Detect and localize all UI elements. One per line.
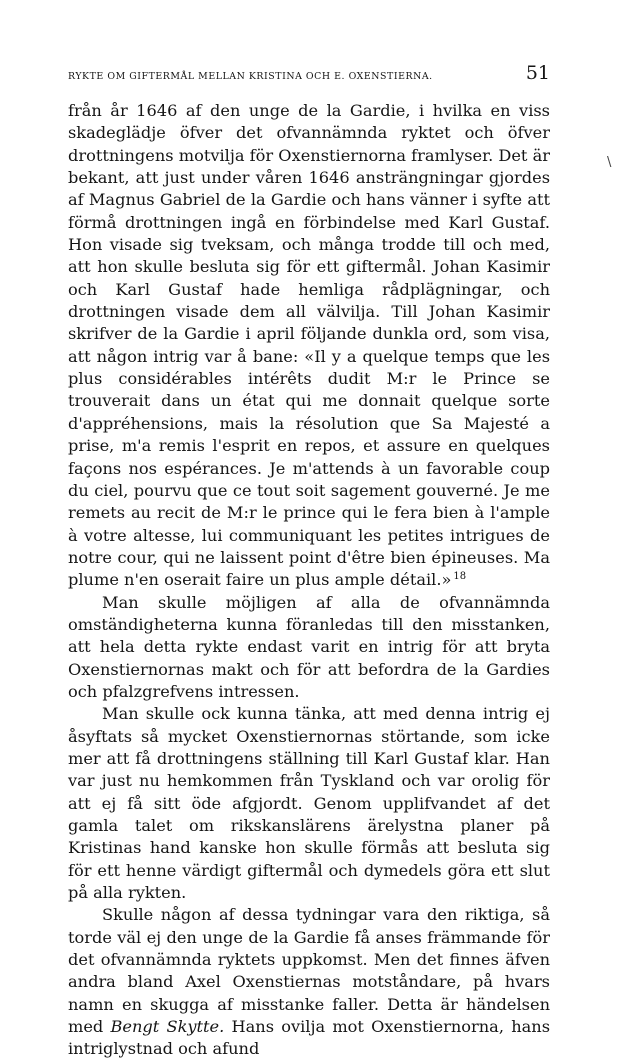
page-number: 51 [525, 62, 550, 84]
running-title: RYKTE OM GIFTERMÅL MELLAN KRISTINA OCH E. OXENSTIERNA. [68, 71, 433, 82]
paragraph-1 [68, 100, 550, 592]
emphasized-name: Bengt Skytte. [110, 1017, 225, 1037]
running-head [68, 62, 550, 96]
paragraph-1-text: från år 1646 af den unge de la Gardie, i hvilka en viss skadeglädje öfver det ofvannämnda ryktet och öfver drottningens motvilja för Oxenstiernorna framlyser. Det är bekant, att just under våren 1646 ansträngningar gjordes af Magnus Gabriel de la Gardie och hans vänner i syfte att förmå drottningen ingå en förbindelse med Karl Gustaf. Hon visade sig tveksam, och många trodde till och med, att hon skulle besluta sig för ett giftermål. Johan Kasimir och Karl Gustaf hade hemliga rådplägningar, och drottningen visade dem all välvilja. Till Johan Kasimir skrifver de la Gardie i april följande dunkla ord, som visa, att någon intrig var å bane: «Il y a quelque temps que les plus considérables intérêts dudit M:r le Prince se trouverait dans un état qui me donnait quelque sorte d'appréhensions, mais la résolution que Sa Majesté a prise, m'a remis l'esprit en repos, et assure en quelques façons nos espérances. Je m'attends à un favorable coup du ciel, pourvu que ce tout soit sagement gouverné. Je me remets au recit de M:r le prince qui le fera bien à l'ample à votre altesse, lui communiquant les petites intrigues de notre cour, qui ne laissent point d'être bien épineuses. Ma plume n'en oserait faire un plus ample détail.» [68, 101, 550, 590]
paragraph-4-continuation: Hans ovilja mot Oxenstiernorna, hans intriglystnad och afund [68, 1017, 550, 1059]
paragraph-3 [68, 703, 550, 904]
paragraph-2 [68, 592, 550, 704]
stray-mark: \ [607, 155, 612, 170]
footnote-reference: 18 [453, 570, 467, 582]
body-text [68, 100, 550, 1061]
book-page [68, 62, 550, 1061]
paragraph-4 [68, 904, 550, 1060]
paragraph-3-text: Man skulle ock kunna tänka, att med denna intrig ej åsyftats så mycket Oxenstiernornas störtande, som icke mer att få drottningens ställning till Karl Gustaf klar. Han var just nu hemkommen från Tyskland och var orolig för att ej få sitt öde afgjordt. Genom upplifvandet af det gamla talet om rikskanslärens ärelystna planer på Kristinas hand kanske hon skulle förmås att besluta sig för ett henne värdigt giftermål och dymedels göra ett slut på alla rykten. [68, 704, 550, 903]
paragraph-2-text: Man skulle möjligen af alla de ofvannämnda omständigheterna kunna föranledas till den misstanken, att hela detta rykte endast varit en intrig för att bryta Oxenstiernornas makt och för att befordra de la Gardies och pfalzgrefvens intressen. [68, 592, 550, 701]
paragraph-4-text: Skulle någon af dessa tydningar vara den riktiga, så torde väl ej den unge de la Gardie få anses främmande för det ofvannämnda ryktets uppkomst. Men det finnes äfven andra bland Axel Oxenstiernas motståndare, på hvars namn en skugga af misstanke faller. Detta är händelsen med [68, 905, 550, 1037]
